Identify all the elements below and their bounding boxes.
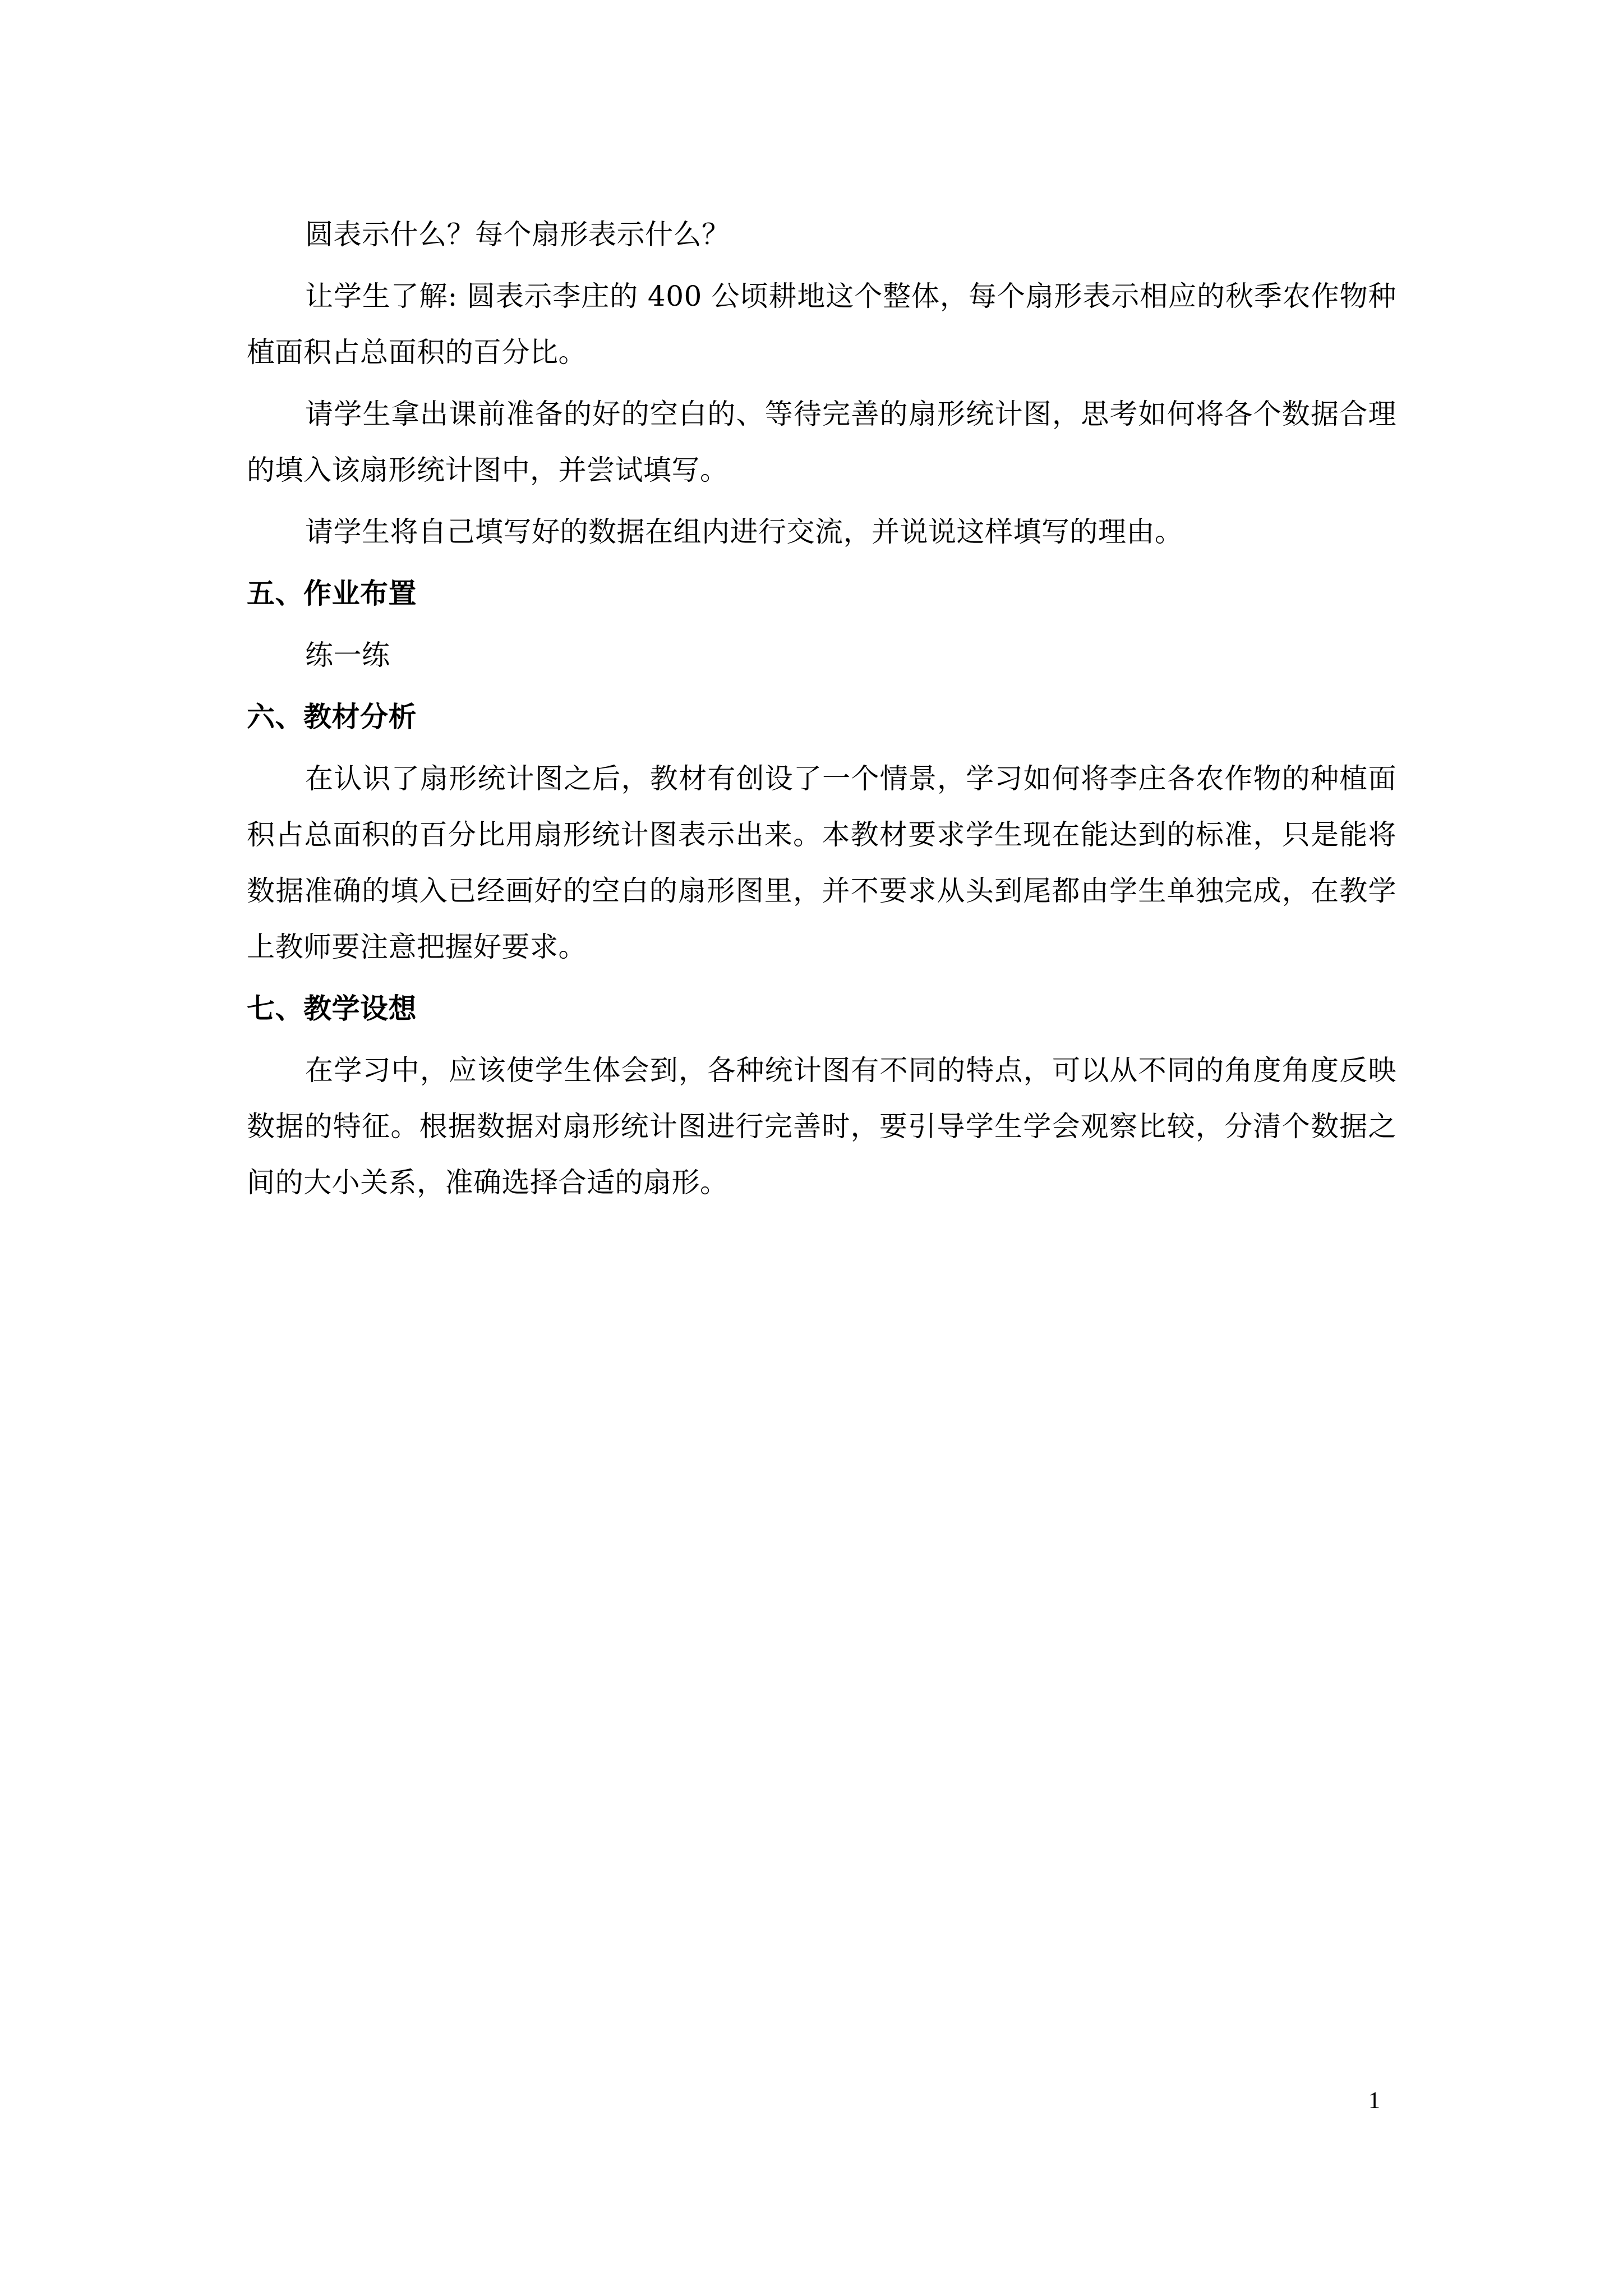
paragraph-activity: 请学生拿出课前准备的好的空白的、等待完善的扇形统计图，思考如何将各个数据合理的填入该扇形统计图中，并尝试填写。 — [247, 398, 1396, 486]
section-heading-teaching-idea: 七、教学设想 — [247, 992, 417, 1025]
document-body — [247, 206, 1396, 1216]
section-body-textbook-analysis: 在认识了扇形统计图之后，教材有创设了一个情景，学习如何将李庄各农作物的种植面积占总面积的百分比用扇形统计图表示出来。本教材要求学生现在能达到的标准，只是能将数据准确的填入已经画好的空白的扇形图里，并不要求从头到尾都由学生单独完成，在教学上教师要注意把握好要求。 — [247, 762, 1396, 963]
section-heading-textbook-analysis: 六、教材分析 — [247, 701, 417, 733]
page-number: 1 — [1368, 2088, 1380, 2114]
paragraph-discussion: 请学生将自己填写好的数据在组内进行交流，并说说这样填写的理由。 — [305, 516, 1183, 548]
section-body-teaching-idea: 在学习中，应该使学生体会到，各种统计图有不同的特点，可以从不同的角度角度反映数据的特征。根据数据对扇形统计图进行完善时，要引导学生学会观察比较，分清个数据之间的大小关系，准确选择合适的扇形。 — [247, 1054, 1396, 1199]
section-body-homework: 练一练 — [305, 639, 390, 671]
section-heading-homework: 五、作业布置 — [247, 577, 417, 610]
paragraph-question: 圆表示什么？每个扇形表示什么？ — [305, 218, 730, 251]
paragraph-explanation: 让学生了解: 圆表示李庄的 400 公顷耕地这个整体，每个扇形表示相应的秋季农作物种植面积占总面积的百分比。 — [247, 280, 1396, 369]
